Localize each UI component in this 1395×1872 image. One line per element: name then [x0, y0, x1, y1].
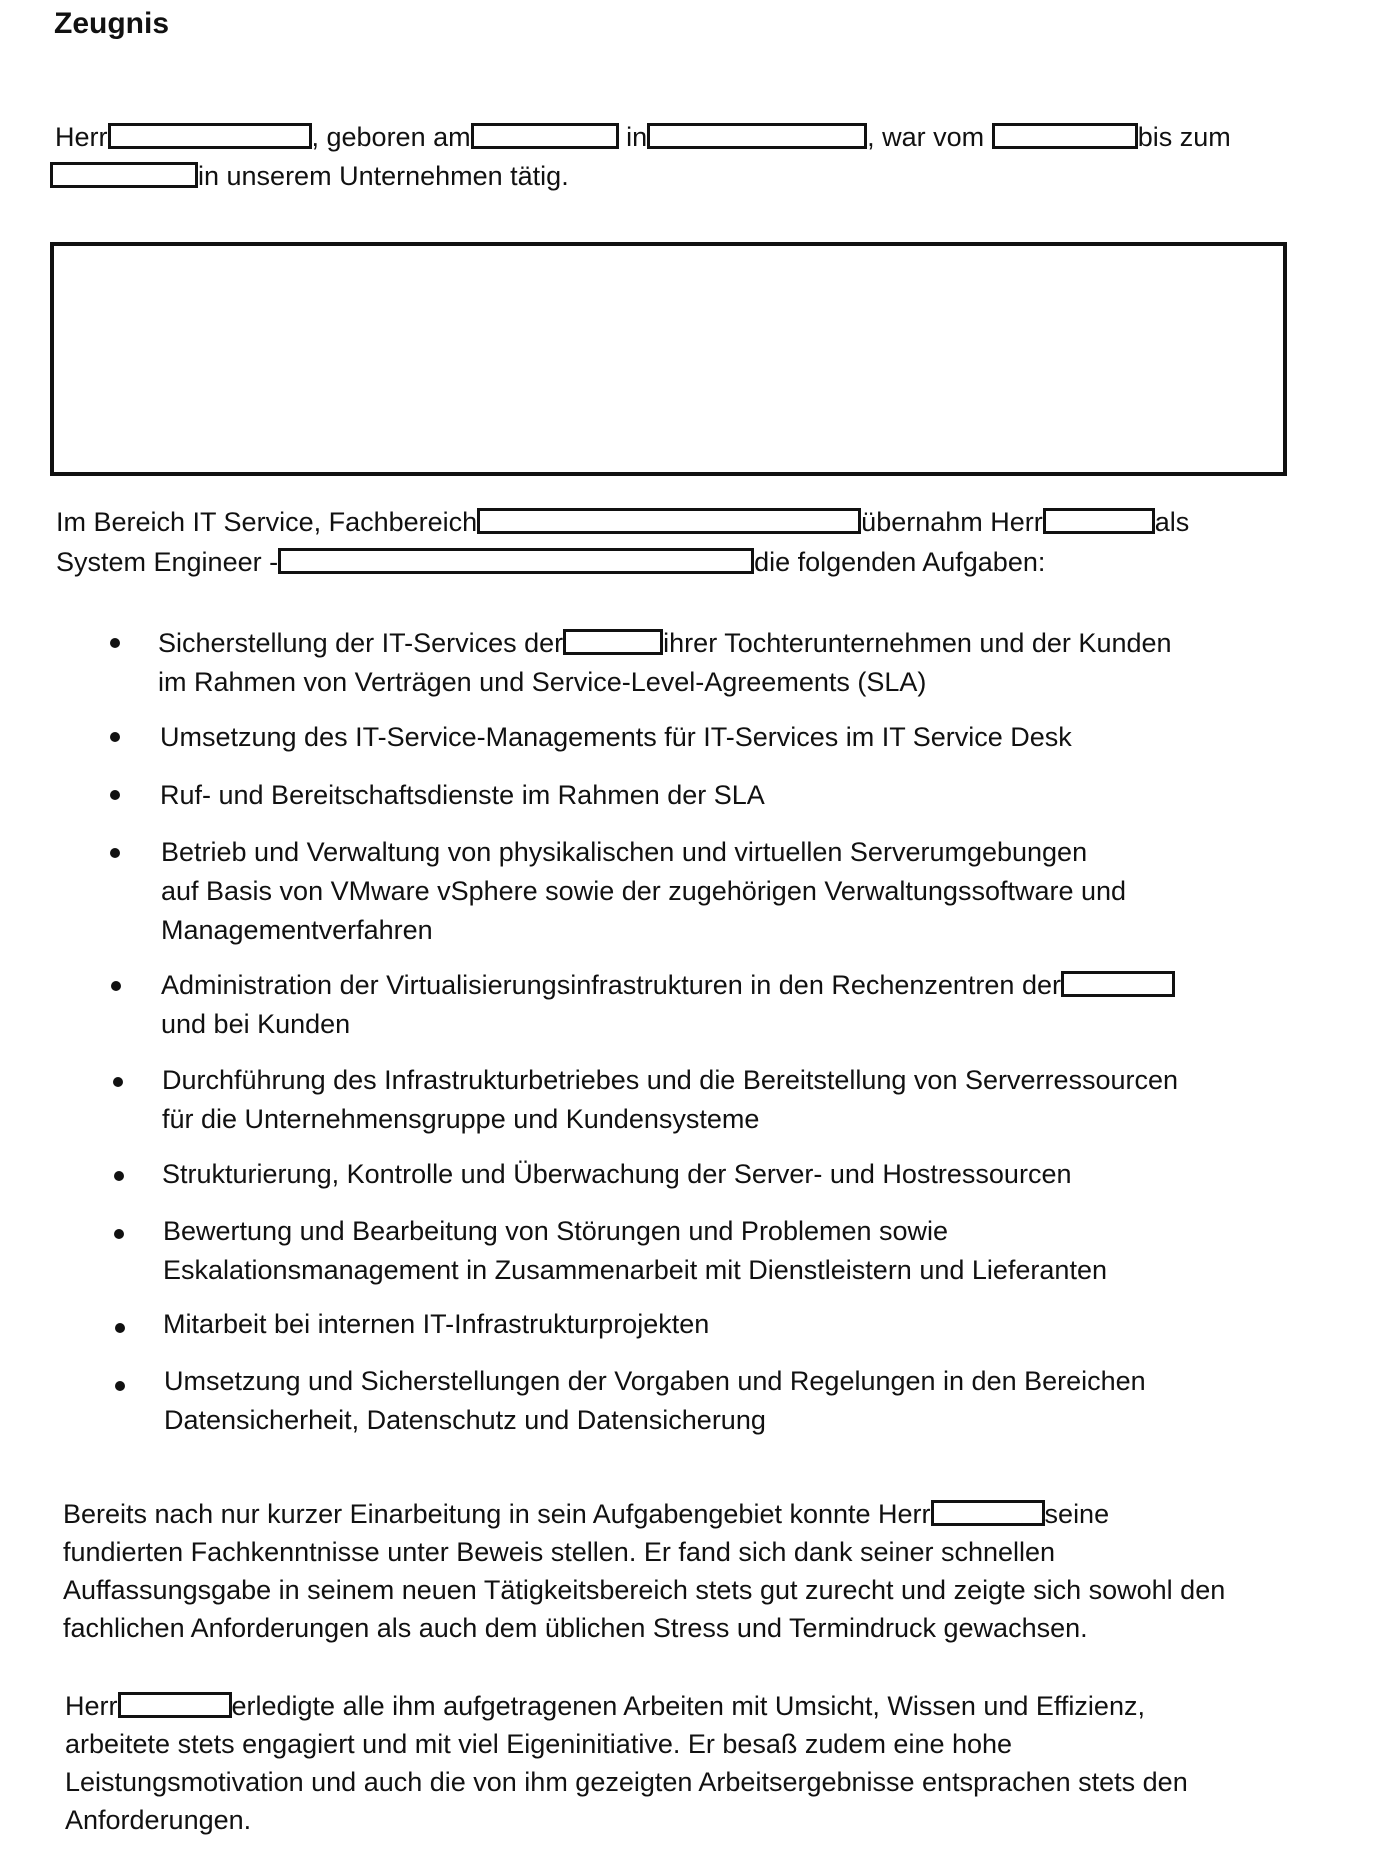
bullet-6: [113, 1077, 123, 1087]
task-1: [158, 624, 1172, 702]
redacted-end-date: [50, 162, 198, 188]
paragraph-1: Bereits nach nur kurzer Einarbeitung in sein Aufgabengebiet konnte Herr seine fundierten Fachkenntnisse unter Beweis stellen. Er fand sich dank seiner schnellen Auffassungsgabe in seinem neuen Tätigkeitsbereich stets gut zurecht und zeigte sich sowohl den fachlichen Anforderungen als auch dem üblichen Stress und Termindruck gewachsen.: [63, 1495, 1225, 1647]
bullet-4: [110, 848, 120, 858]
redacted-birth-place: [647, 123, 867, 149]
redacted-start-date: [992, 123, 1138, 149]
intro-line-2: [50, 157, 569, 196]
section-following-tasks: die folgenden Aufgaben:: [754, 547, 1046, 577]
bullet-1: [110, 638, 120, 648]
document-title: Zeugnis: [54, 7, 170, 40]
bullet-9: [115, 1323, 125, 1333]
section-as: als: [1154, 507, 1190, 537]
section-took-over: übernahm Herr: [861, 507, 1043, 537]
bullet-8: [114, 1229, 124, 1239]
task-6: Durchführung des Infrastrukturbetriebes und die Bereitstellung von Serverressourcen für die Unternehmensgruppe und Kundensysteme: [162, 1065, 1179, 1134]
task-7: Strukturierung, Kontrolle und Überwachung der Server- und Hostressourcen: [162, 1159, 1072, 1189]
redacted-employee-name: [1043, 508, 1155, 534]
intro-in-label: in: [626, 122, 648, 152]
paragraph-2-line-1: Herr erledigte alle ihm aufgetragenen Arbeiten mit Umsicht, Wissen und Effizienz,: [65, 1691, 1145, 1721]
intro-from-label: , war vom: [867, 122, 985, 152]
redacted-department: [477, 508, 861, 534]
intro-employment-text: in unserem Unternehmen tätig.: [198, 161, 569, 191]
task-4: Betrieb und Verwaltung von physikalischen und virtuellen Serverumgebungen auf Basis von VMware vSphere sowie der zugehörigen Verwaltungssoftware und Managementverfahren: [161, 837, 1127, 945]
paragraph-1-line-1: Bereits nach nur kurzer Einarbeitung in sein Aufgabengebiet konnte Herr seine: [63, 1499, 1110, 1529]
task-1-line-2: im Rahmen von Verträgen und Service-Level-Agreements (SLA): [158, 667, 927, 697]
intro-line-1: [55, 118, 1231, 157]
section-prefix: Im Bereich IT Service, Fachbereich: [56, 507, 478, 537]
bullet-2: [110, 732, 120, 742]
section-line-2: [56, 543, 1045, 582]
section-line-1: [56, 503, 1189, 542]
task-5-line-1: Administration der Virtualisierungsinfrastrukturen in den Rechenzentren der: [161, 966, 1175, 1005]
bullet-7: [114, 1171, 124, 1181]
intro-herr: Herr: [55, 122, 108, 152]
redacted-employee-name-2: [931, 1500, 1045, 1526]
bullet-10: [115, 1381, 125, 1391]
intro-until-label: bis zum: [1137, 122, 1231, 152]
task-5: Administration der Virtualisierungsinfrastrukturen in den Rechenzentren der und bei Kunden: [161, 966, 1175, 1044]
task-2: Umsetzung des IT-Service-Managements für IT-Services im IT Service Desk: [160, 722, 1072, 752]
redacted-company: [563, 629, 663, 655]
redacted-name: [108, 123, 312, 149]
bullet-3: [110, 790, 120, 800]
redacted-employee-name-3: [118, 1692, 232, 1718]
redacted-company-description: [50, 242, 1287, 476]
bullet-5: [111, 981, 121, 991]
task-10: Umsetzung und Sicherstellungen der Vorgaben und Regelungen in den Bereichen Datensicherheit, Datenschutz und Datensicherung: [164, 1366, 1146, 1435]
redacted-role-detail: [278, 548, 754, 574]
section-role: System Engineer -: [56, 547, 279, 577]
intro-born-label: , geboren am: [311, 122, 471, 152]
redacted-birth-date: [471, 123, 619, 149]
task-3: Ruf- und Bereitschaftsdienste im Rahmen der SLA: [160, 780, 765, 810]
task-9: Mitarbeit bei internen IT-Infrastrukturprojekten: [163, 1309, 710, 1339]
paragraph-2: Herr erledigte alle ihm aufgetragenen Arbeiten mit Umsicht, Wissen und Effizienz, arbeitete stets engagiert und mit viel Eigeninitiative. Er besaß zudem eine hohe Leistungsmotivation und auch die von ihm gezeigten Arbeitsergebnisse entsprachen stets den Anforderungen.: [65, 1687, 1188, 1839]
task-1-line-1: Sicherstellung der IT-Services der ihrer Tochterunternehmen und der Kunden: [158, 628, 1172, 658]
task-8: Bewertung und Bearbeitung von Störungen und Problemen sowie Eskalationsmanagement in Zusammenarbeit mit Dienstleistern und Lieferanten: [163, 1216, 1107, 1285]
redacted-company-data-center: [1061, 971, 1175, 997]
